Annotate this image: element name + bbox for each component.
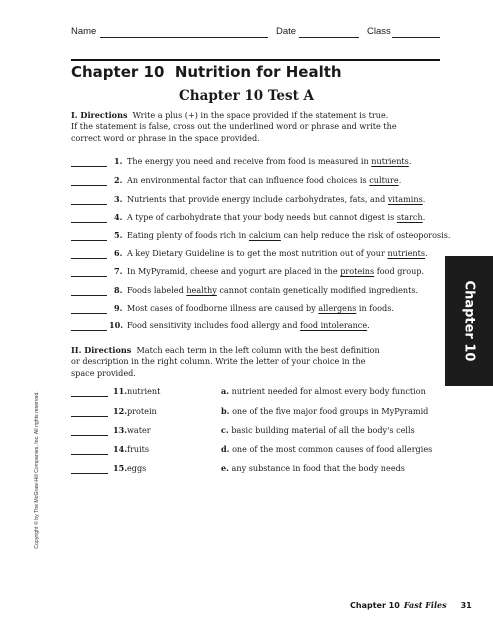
statement-text-end: in foods. [356,303,394,313]
item-number: 12. [113,406,128,416]
matching-term: eggs [127,463,147,473]
definition-letter: c. [221,425,229,435]
item-number: 14. [113,444,128,454]
matching-definition [221,386,426,397]
underlined-term: calcium [248,230,281,240]
item-number: 4. [114,212,123,222]
answer-blank[interactable] [71,204,107,205]
item-statement [127,175,401,186]
section2-directions-line1: Match each term in the left column with the best definition [136,345,380,355]
statement-text-end: cannot contain genetically modified ingredients. [216,285,419,295]
underlined-term: proteins [340,266,375,276]
underlined-term: culture [369,175,399,185]
item-number: 11. [113,386,128,396]
section2-heading: II. Directions [71,345,132,355]
matching-term: fruits [127,444,150,454]
answer-blank[interactable] [71,416,108,417]
definition-text: one of the five major food groups in MyPyramid [232,406,429,416]
test-title: Chapter 10 Test A [179,88,314,104]
answer-blank[interactable] [71,313,107,314]
matching-definition [221,463,405,474]
definition-letter: e. [221,463,229,473]
definition-text: nutrient needed for almost every body function [231,386,426,396]
item-number: 9. [114,303,123,313]
chapter-title: Chapter 10 Nutrition for Health [71,63,342,81]
definition-letter: d. [221,444,230,454]
item-number: 3. [114,194,123,204]
statement-text-end: . [398,175,402,185]
matching-term: protein [127,406,157,416]
copyright-notice: Copyright © by The McGraw-Hill Companies, Inc. All rights reserved. [34,391,40,549]
name-field[interactable] [100,37,268,38]
answer-blank[interactable] [71,454,108,455]
statement-text-end: food group. [374,266,425,276]
footer-chapter: Chapter 10 [350,601,400,610]
statement-text: In MyPyramid, cheese and yogurt are placed in the [127,266,341,276]
item-statement [127,266,424,277]
item-statement [127,285,418,296]
section1-directions-line3: correct word or phrase in the space provided. [71,132,260,143]
matching-definition [221,444,432,455]
item-number: 10. [109,320,124,330]
answer-blank[interactable] [71,295,107,296]
answer-blank[interactable] [71,240,107,241]
item-statement [127,320,370,331]
section2-directions-line2: or description in the right column. Write the letter of your choice in the [71,356,366,367]
section1-directions-line2: If the statement is false, cross out the underlined word or phrase and write the [71,121,397,132]
item-number: 5. [114,230,123,240]
statement-text-end: . [367,320,370,330]
matching-term: nutrient [127,386,161,396]
statement-text: Most cases of foodborne illness are caused by [127,303,319,313]
item-statement [127,212,425,223]
chapter-side-tab [445,256,493,386]
statement-text: A key Dietary Guideline is to get the most nutrition out of your [127,248,388,258]
definition-text: one of the most common causes of food allergies [232,444,433,454]
item-number: 7. [114,266,123,276]
item-statement [127,156,411,167]
item-number: 1. [114,156,123,166]
matching-definition [221,425,415,436]
date-field[interactable] [299,37,359,38]
underlined-term: vitamins [387,194,423,204]
statement-text: Eating plenty of foods rich in [127,230,249,240]
definition-text: any substance in food that the body needs [231,463,405,473]
answer-blank[interactable] [71,435,108,436]
statement-text: An environmental factor that can influence food choices is [127,175,370,185]
item-number: 2. [114,175,123,185]
class-field[interactable] [392,37,440,38]
underlined-term: allergens [318,303,357,313]
item-number: 15. [113,463,128,473]
item-number: 6. [114,248,123,258]
statement-text-end: . [422,212,426,222]
item-statement [127,303,394,314]
side-tab-label: Chapter 10 [461,280,477,362]
underlined-term: food intolerance [300,320,368,330]
answer-blank[interactable] [71,276,107,277]
answer-blank[interactable] [71,166,107,167]
date-label: Date [276,26,297,37]
statement-text-end: can help reduce the risk of osteoporosis. [280,230,451,240]
page-footer [350,600,472,610]
statement-text: A type of carbohydrate that your body needs but cannot digest is [127,212,397,222]
answer-blank[interactable] [71,222,107,223]
statement-text: Foods labeled [127,285,187,295]
class-label: Class [367,26,391,37]
answer-blank[interactable] [71,473,108,474]
section2-directions [71,345,451,379]
matching-term: water [127,425,151,435]
answer-blank[interactable] [71,185,107,186]
statement-text: Nutrients that provide energy include carbohydrates, fats, and [127,194,388,204]
answer-blank[interactable] [71,258,107,259]
underlined-term: nutrients [387,248,426,258]
statement-text: Food sensitivity includes food allergy and [127,320,301,330]
underlined-term: starch [396,212,423,222]
footer-fast-files: Fast Files [403,600,447,610]
statement-text: The energy you need and receive from food is measured in [127,156,372,166]
definition-text: basic building material of all the body's cells [231,425,415,435]
statement-text-end: . [422,194,426,204]
definition-letter: a. [221,386,230,396]
section2-directions-line3: space provided. [71,367,136,378]
item-number: 8. [114,285,123,295]
item-statement [127,230,451,241]
section1-directions [71,110,451,144]
item-statement [127,248,428,259]
name-label: Name [71,26,97,37]
statement-text-end: . [425,248,428,258]
item-statement [127,194,425,205]
section1-heading: I. Directions [71,110,128,120]
matching-definition [221,406,428,417]
underlined-term: healthy [186,285,217,295]
header-rule [71,59,440,61]
section1-directions-line1: Write a plus (+) in the space provided if the statement is true. [132,110,389,120]
item-number: 13. [113,425,128,435]
answer-blank[interactable] [71,330,107,331]
page-number: 31 [460,601,472,610]
underlined-term: nutrients [371,156,409,166]
statement-text-end: . [408,156,412,166]
definition-letter: b. [221,406,230,416]
answer-blank[interactable] [71,396,108,397]
